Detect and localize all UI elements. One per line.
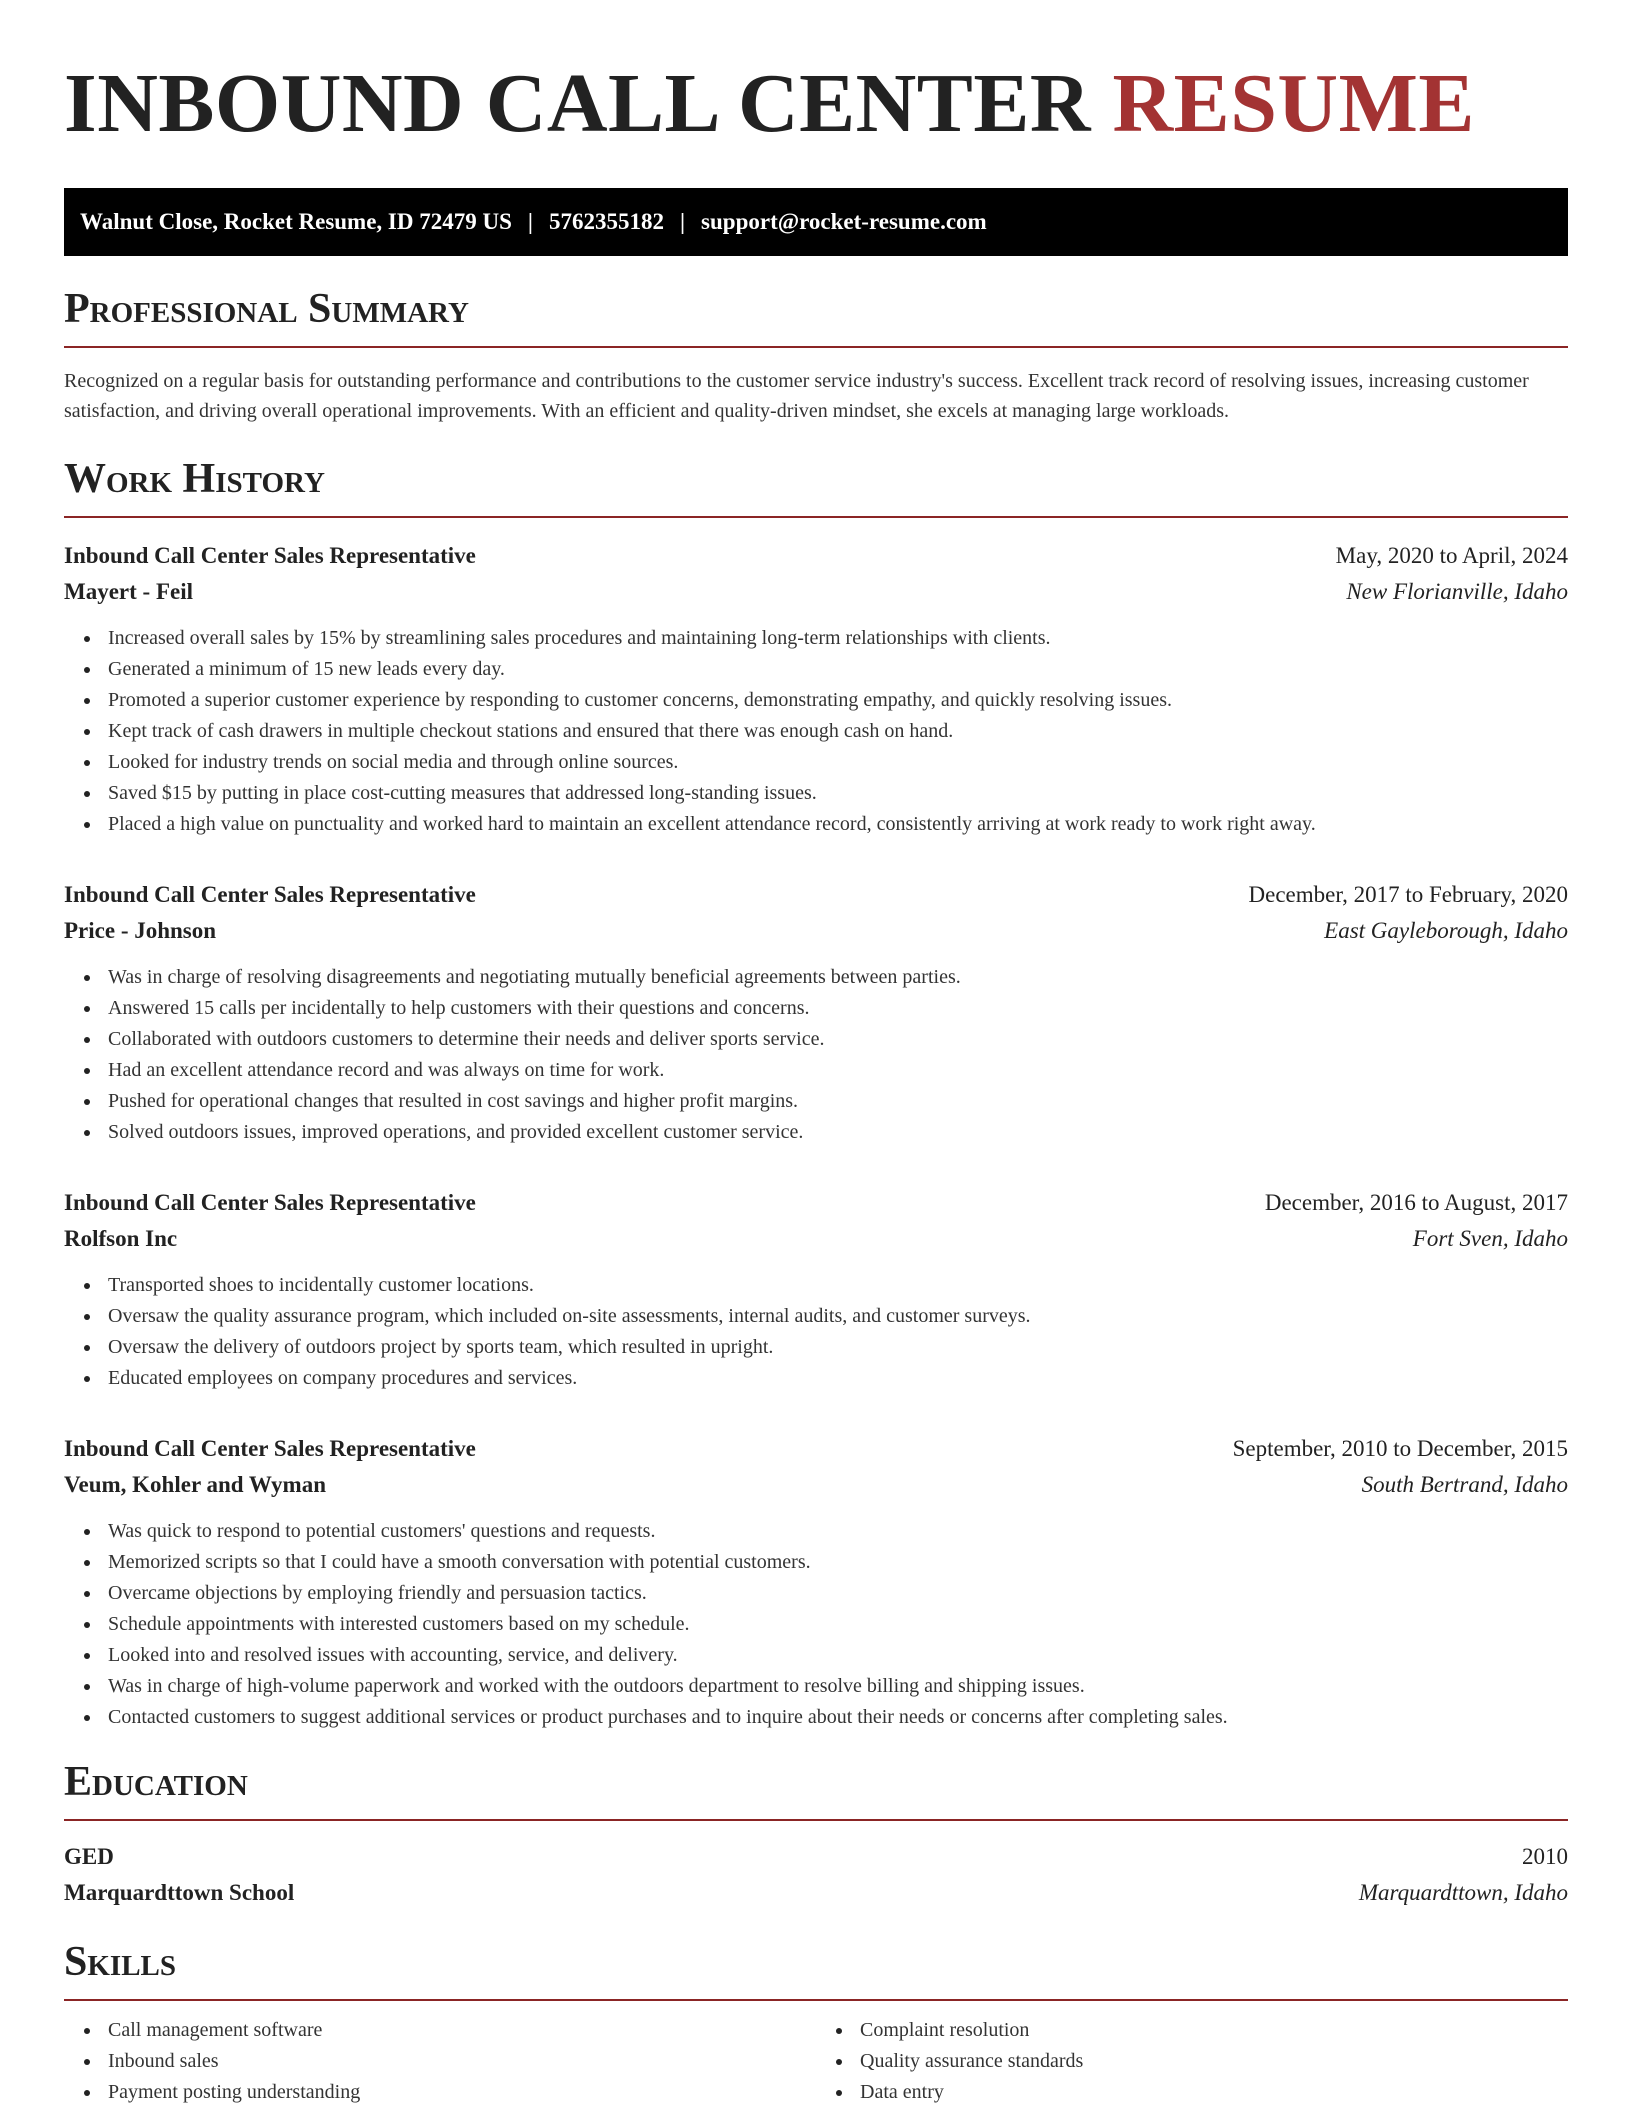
title-accent: RESUME [1112,57,1475,150]
job-bullet: Overcame objections by employing friendly and persuasion tactics. [108,1578,1568,1609]
contact-separator: | [679,209,686,234]
education-heading: Education [64,1759,248,1805]
work-history-section [64,454,1568,1733]
section-divider [64,346,1568,348]
job-bullet-list [64,623,1568,840]
job-bullet: Pushed for operational changes that resulted in cost savings and higher profit margins. [108,1086,1568,1117]
job-bullet: Collaborated with outdoors customers to determine their needs and deliver sports service. [108,1024,1568,1055]
skills-list-left [64,2015,816,2108]
job-entry [64,1431,1568,1733]
job-location: East Gayleborough, Idaho [1324,918,1568,943]
job-bullet-list [64,962,1568,1148]
job-dates: September, 2010 to December, 2015 [1232,1436,1568,1461]
job-bullet: Increased overall sales by 15% by streamlining sales procedures and maintaining long-term relationships with clients. [108,623,1568,654]
job-title: Inbound Call Center Sales Representative [64,1436,476,1461]
job-bullet: Was quick to respond to potential customers' questions and requests. [108,1516,1568,1547]
section-divider [64,1999,1568,2001]
work-history-heading: Work History [64,456,325,502]
skills-section [64,1937,1568,2108]
job-bullet: Looked for industry trends on social media and through online sources. [108,747,1568,778]
summary-heading: Professional Summary [64,286,469,332]
contact-email: support@rocket-resume.com [701,209,987,234]
summary-section [64,284,1568,426]
education-school: Marquardttown School [64,1880,295,1905]
job-company: Rolfson Inc [64,1226,178,1251]
job-company: Price - Johnson [64,918,217,943]
job-bullet: Generated a minimum of 15 new leads every day. [108,654,1568,685]
job-company: Mayert - Feil [64,579,193,604]
education-location: Marquardttown, Idaho [1358,1880,1568,1905]
skill-item: Data entry [860,2077,1568,2108]
job-bullet: Transported shoes to incidentally customer locations. [108,1270,1568,1301]
job-bullet: Placed a high value on punctuality and worked hard to maintain an excellent attendance record, consistently arriving at work ready to work right away. [108,809,1568,840]
job-bullet: Oversaw the quality assurance program, which included on-site assessments, internal audits, and customer surveys. [108,1301,1568,1332]
summary-text: Recognized on a regular basis for outstanding performance and contributions to the customer service industry's success. Excellent track record of resolving issues, increasing customer satisfaction, and driving overall operational improvements. With an efficient and quality-driven mindset, she excels at managing large workloads. [64,370,1529,422]
job-dates: December, 2016 to August, 2017 [1264,1190,1568,1215]
job-bullet: Was in charge of resolving disagreements and negotiating mutually beneficial agreements between parties. [108,962,1568,993]
job-company-row [64,913,1568,949]
job-location: New Florianville, Idaho [1346,579,1568,604]
job-company: Veum, Kohler and Wyman [64,1472,326,1497]
job-entry [64,1185,1568,1394]
job-dates: December, 2017 to February, 2020 [1248,882,1568,907]
education-school-row [64,1875,1568,1911]
job-title: Inbound Call Center Sales Representative [64,543,476,568]
job-bullet: Schedule appointments with interested customers based on my schedule. [108,1609,1568,1640]
skills-columns [64,2015,1568,2108]
contact-address: Walnut Close, Rocket Resume, ID 72479 US [80,209,512,234]
job-location: South Bertrand, Idaho [1361,1472,1568,1497]
job-bullet: Looked into and resolved issues with accounting, service, and delivery. [108,1640,1568,1671]
contact-bar [64,188,1568,256]
job-bullet: Answered 15 calls per incidentally to help customers with their questions and concerns. [108,993,1568,1024]
job-bullet: Was in charge of high-volume paperwork and worked with the outdoors department to resolve billing and shipping issues. [108,1671,1568,1702]
skill-item: Quality assurance standards [860,2046,1568,2077]
education-year: 2010 [1522,1844,1568,1869]
contact-separator: | [527,209,533,234]
contact-phone: 5762355182 [548,209,664,234]
job-entry [64,877,1568,1148]
job-bullet: Kept track of cash drawers in multiple checkout stations and ensured that there was enough cash on hand. [108,716,1568,747]
section-divider [64,1819,1568,1821]
job-bullet: Promoted a superior customer experience by responding to customer concerns, demonstrating empathy, and quickly resolving issues. [108,685,1568,716]
job-company-row [64,574,1568,610]
skill-item: Complaint resolution [860,2015,1568,2046]
education-section [64,1757,1568,1911]
job-company-row [64,1221,1568,1257]
section-divider [64,516,1568,518]
job-bullet: Memorized scripts so that I could have a smooth conversation with potential customers. [108,1547,1568,1578]
job-header-row [64,538,1568,574]
job-bullet-list [64,1270,1568,1394]
skills-list-right [816,2015,1568,2108]
job-entry [64,538,1568,840]
skill-item: Inbound sales [108,2046,816,2077]
education-degree-row [64,1839,1568,1875]
job-dates: May, 2020 to April, 2024 [1335,543,1568,568]
job-header-row [64,877,1568,913]
job-bullet: Contacted customers to suggest additional services or product purchases and to inquire about their needs or concerns after completing sales. [108,1702,1568,1733]
skill-item: Call management software [108,2015,816,2046]
job-bullet: Oversaw the delivery of outdoors project by sports team, which resulted in upright. [108,1332,1568,1363]
resume-title [64,48,1568,160]
job-location: Fort Sven, Idaho [1412,1226,1568,1251]
job-header-row [64,1431,1568,1467]
job-header-row [64,1185,1568,1221]
job-bullet: Solved outdoors issues, improved operations, and provided excellent customer service. [108,1117,1568,1148]
education-degree: GED [64,1844,114,1869]
job-company-row [64,1467,1568,1503]
job-bullet-list [64,1516,1568,1733]
job-title: Inbound Call Center Sales Representative [64,882,476,907]
job-bullet: Saved $15 by putting in place cost-cutting measures that addressed long-standing issues. [108,778,1568,809]
job-bullet: Had an excellent attendance record and was always on time for work. [108,1055,1568,1086]
skills-heading: Skills [64,1939,177,1985]
education-entry [64,1839,1568,1911]
skill-item: Payment posting understanding [108,2077,816,2108]
job-bullet: Educated employees on company procedures and services. [108,1363,1568,1394]
job-title: Inbound Call Center Sales Representative [64,1190,476,1215]
title-main: INBOUND CALL CENTER [64,57,1092,150]
